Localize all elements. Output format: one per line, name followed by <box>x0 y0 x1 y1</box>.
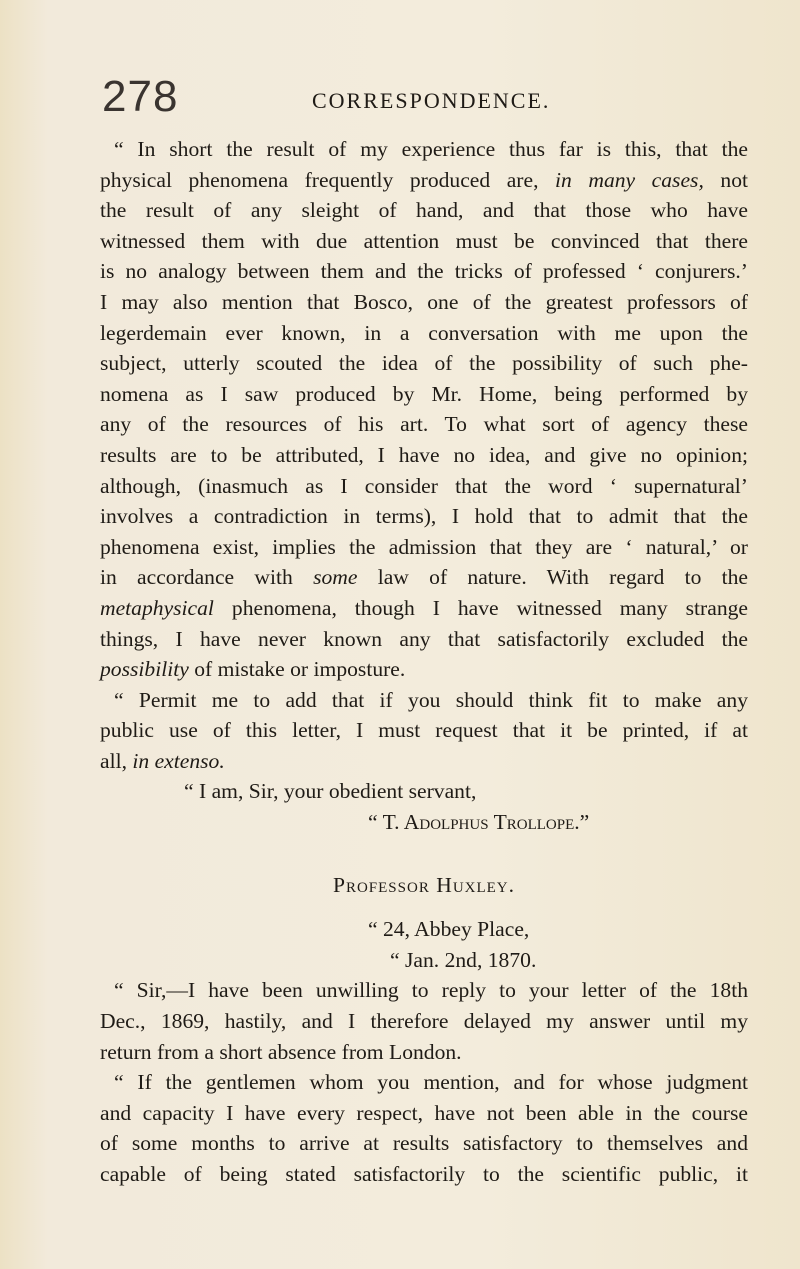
text-line: legerdemain ever known, in a conversation with me upon the <box>100 320 748 345</box>
section-heading: Professor Huxley. <box>332 872 516 897</box>
italic-phrase: possibility <box>100 657 189 682</box>
text-line: nomena as I saw produced by Mr. Home, being performed by <box>100 381 748 406</box>
italic-phrase: in many cases, <box>555 167 704 192</box>
text-line: I may also mention that Bosco, one of the greatest professors of <box>100 289 748 314</box>
text-line: all, in extenso. <box>100 748 225 773</box>
text-line: in accordance with some law of nature. With regard to the <box>100 565 749 590</box>
text-line: the result of any sleight of hand, and that those who have <box>100 198 748 223</box>
text-line: Dec., 1869, hastily, and I therefore delayed my answer until my <box>100 1009 748 1034</box>
text-line: phenomena exist, implies the admission that they are ‘ natural,’ or <box>100 534 748 559</box>
text-line: any of the resources of his art. To what sort of agency these <box>100 412 748 437</box>
text-line: is no analogy between them and the tricks of professed ‘ conjurers.’ <box>100 259 748 284</box>
text-line: things, I have never known any that satisfactorily excluded the <box>100 626 748 651</box>
text-line: involves a contradiction in terms), I hold that to admit that the <box>100 504 748 529</box>
text-line: capable of being stated satisfactorily to the scientific public, it <box>100 1162 748 1186</box>
italic-phrase: some <box>313 565 358 590</box>
italic-phrase: in extenso. <box>132 748 225 773</box>
running-head <box>100 72 740 122</box>
text-line: of some months to arrive at results satisfactory to themselves and <box>100 1131 748 1156</box>
text-line: results are to be attributed, I have no idea, and give no opinion; <box>100 442 748 467</box>
text-line: return from a short absence from London. <box>100 1039 462 1064</box>
page-number: 278 <box>102 72 179 121</box>
text-line: possibility of mistake or imposture. <box>100 657 406 682</box>
text-line: subject, utterly scouted the idea of the possibility of such phe- <box>100 351 748 376</box>
body-text <box>100 134 748 1190</box>
date-line: “ Jan. 2nd, 1870. <box>390 947 537 972</box>
text-line: metaphysical phenomena, though I have witnessed many strange <box>100 595 748 620</box>
italic-phrase: metaphysical <box>100 595 214 620</box>
text-line: although, (inasmuch as I consider that the word ‘ supernatural’ <box>100 473 748 498</box>
address-line: “ 24, Abbey Place, <box>368 917 530 942</box>
text-line: physical phenomena frequently produced are, in many cases, not <box>100 167 748 192</box>
text-line: “ Permit me to add that if you should think fit to make any <box>114 687 748 712</box>
text-line: witnessed them with due attention must be convinced that there <box>100 228 748 253</box>
text-line: “ In short the result of my experience thus far is this, that the <box>114 137 748 161</box>
text-line: “ If the gentlemen whom you mention, and for whose judgment <box>114 1070 748 1095</box>
text-line: and capacity I have every respect, have not been able in the course <box>100 1100 748 1125</box>
closing-line: “ I am, Sir, your obedient servant, <box>184 779 477 804</box>
text-line: “ Sir,—I have been unwilling to reply to your letter of the 18th <box>114 978 748 1003</box>
text-line: public use of this letter, I must request that it be printed, if at <box>100 718 748 743</box>
running-head-title: CORRESPONDENCE. <box>312 88 551 113</box>
signature: “ T. Adolphus Trollope.” <box>368 810 590 835</box>
